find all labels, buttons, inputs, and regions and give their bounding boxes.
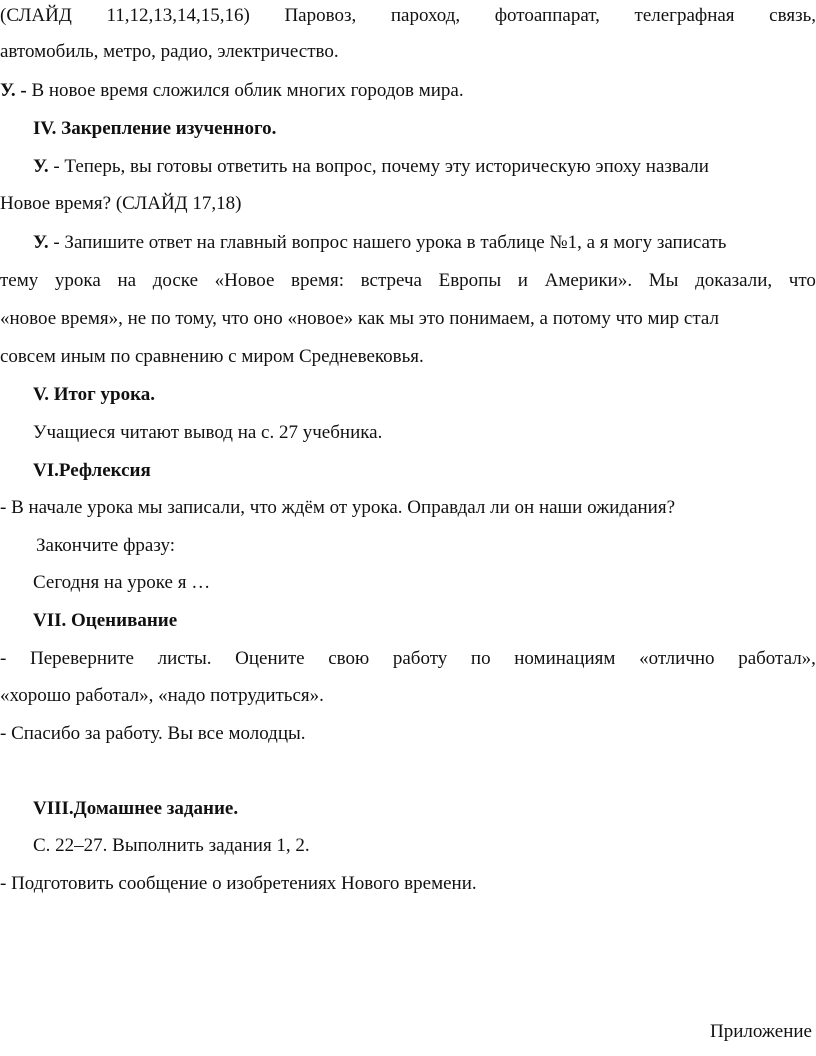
- word: Европы: [438, 270, 502, 291]
- word: -: [0, 648, 7, 669]
- teacher-question-line-2: Новое время? (СЛАЙД 17,18): [0, 193, 242, 214]
- word: листы.: [157, 648, 212, 669]
- word: связь,: [769, 5, 816, 26]
- section-heading-vii: VII. Оценивание: [33, 610, 178, 631]
- evaluation-line-2: «хорошо работал», «надо потрудиться».: [0, 685, 324, 706]
- slide-list-line-2: автомобиль, метро, радио, электричество.: [0, 41, 339, 62]
- teacher-instruction-line-2: [0, 269, 816, 293]
- finish-phrase-start: Сегодня на уроке я …: [33, 572, 211, 593]
- remark-text: В новое время сложился облик многих городов мира.: [26, 80, 464, 101]
- homework-report-line: - Подготовить сообщение о изобретениях Нового времени.: [0, 873, 477, 894]
- textbook-conclusion-line: Учащиеся читают вывод на с. 27 учебника.: [33, 422, 383, 443]
- slide-list-line-1: [0, 4, 816, 28]
- word: свою: [328, 648, 370, 669]
- word: доске: [152, 270, 198, 291]
- speaker-label: У.: [33, 232, 49, 253]
- word: урока: [54, 270, 101, 291]
- word: по: [470, 648, 491, 669]
- word: Мы: [648, 270, 679, 291]
- speaker-label: У. -: [0, 80, 27, 101]
- teacher-instruction-line-1: [33, 231, 816, 255]
- speaker-label: У.: [33, 156, 49, 177]
- word: «отлично: [639, 648, 715, 669]
- homework-pages-line: С. 22–27. Выполнить задания 1, 2.: [33, 835, 310, 856]
- word: тему: [0, 270, 39, 291]
- word: на: [117, 270, 137, 291]
- instruction-text: - Запишите ответ на главный вопрос нашего урока в таблице №1, а я могу записать: [48, 232, 727, 253]
- teacher-question-line-1: [33, 155, 816, 179]
- word: Америки».: [544, 270, 633, 291]
- word: встреча: [360, 270, 422, 291]
- word: Паровоз,: [284, 5, 357, 26]
- evaluation-line-1: [0, 647, 816, 671]
- teacher-instruction-line-4: совсем иным по сравнению с миром Средневековья.: [0, 346, 424, 367]
- thanks-line: - Спасибо за работу. Вы все молодцы.: [0, 723, 306, 744]
- word: работу: [392, 648, 448, 669]
- word: что: [788, 270, 816, 291]
- appendix-label: Приложение: [710, 1021, 812, 1042]
- finish-phrase-prompt: Закончите фразу:: [36, 535, 175, 556]
- word: телеграфная: [634, 5, 735, 26]
- teacher-instruction-line-3: «новое время», не по тому, что оно «новое» как мы это понимаем, а потому что мир стал: [0, 308, 719, 329]
- section-heading-vi: VI.Рефлексия: [33, 460, 151, 481]
- question-text: - Теперь, вы готовы ответить на вопрос, почему эту историческую эпоху назвали: [48, 156, 709, 177]
- section-heading-iv: IV. Закрепление изученного.: [33, 118, 277, 139]
- word: время:: [291, 270, 344, 291]
- word: номинациям: [514, 648, 616, 669]
- reflection-question: - В начале урока мы записали, что ждём от урока. Оправдал ли он наши ожидания?: [0, 497, 676, 518]
- word: пароход,: [390, 5, 461, 26]
- word: доказали,: [695, 270, 773, 291]
- section-heading-v: V. Итог урока.: [33, 384, 155, 405]
- word: Оцените: [235, 648, 305, 669]
- word: «Новое: [214, 270, 275, 291]
- word: фотоаппарат,: [494, 5, 600, 26]
- word: и: [517, 270, 528, 291]
- word: (СЛАЙД: [0, 5, 72, 26]
- teacher-remark-cities: [0, 79, 816, 103]
- section-heading-viii: VIII.Домашнее задание.: [33, 798, 239, 819]
- word: 11,12,13,14,15,16): [106, 5, 250, 26]
- word: работал»,: [738, 648, 816, 669]
- word: Переверните: [29, 648, 134, 669]
